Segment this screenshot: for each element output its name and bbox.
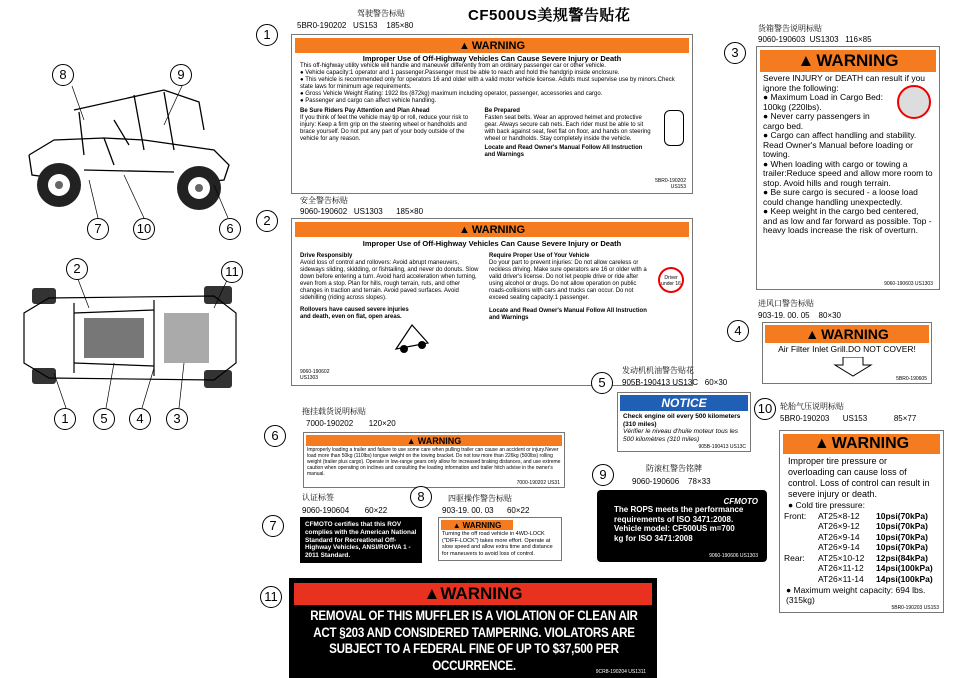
warning-triangle-icon: ▲ — [406, 435, 416, 446]
label-1-right-body: Fasten seat belts. Wear an approved helmet and protective gear. Always secure cab nets. Each rider must be able to sit with back against seat, feet flat on floor, and hands on steering wheel or handholds. Stay completely inside the vehicle. — [484, 115, 651, 142]
label-9-name: 防滚杠警告铭牌 — [646, 464, 702, 473]
label-8-body: Turning the off road vehicle in 4WD-LOCK ("DIFF-LOCK") takes more effort. Operate at slow speed and allow extra time and distance for maneuvers to avoid loss of control. — [442, 531, 553, 557]
list-item: ● Maximum Load in Cargo Bed: 100kg (220lbs). — [763, 92, 883, 112]
label-10-warning-bar: ▲ WARNING — [783, 434, 940, 454]
label-5-engine-oil-notice — [617, 392, 751, 452]
label-10-number: 10 — [754, 398, 776, 420]
label-2-right-body: Do your part to prevent injuries: Do not allow careless or reckless driving. Make sure operators are 16 or older with a valid driver's license. Do not let people drive or ride after using alcohol or drugs. Do not allow operation on public roads-collisions with cars and trucks can occur. Do not exceed seating capacity:1 passenger. — [489, 260, 647, 301]
label-4-name: 进风口警告标贴 — [758, 299, 814, 308]
callout-4: 4 — [129, 408, 151, 430]
label-1-name: 驾驶警告标贴 — [357, 9, 405, 18]
no-passenger-cargo-icon — [897, 85, 931, 119]
label-3-warning-bar: ▲ WARNING — [760, 50, 936, 72]
label-5-number: 5 — [591, 372, 613, 394]
label-5-part: 905B-190413 US13C — [698, 444, 746, 450]
table-row: AT26×9-14 10psi (70kPa) — [818, 542, 928, 553]
warning-triangle-icon: ▲ — [458, 39, 470, 52]
label-6-number: 6 — [264, 425, 286, 447]
label-1-left-body: If you think of feet the vehicle may tip or roll, reduce your risk to injury: Keep a firm grip on the steering wheel or handholds and brace yourself. Do not put any part of your body outside of the vehicle for any reason. — [300, 115, 469, 142]
label-2-left-head: Drive Responsibly — [300, 253, 353, 259]
label-10-code: 5BR0-190203 US153 85×77 — [780, 414, 917, 423]
label-6-trailer-warning — [303, 432, 565, 488]
table-row: Rear: AT25×10-12 12psi (84kPa) — [784, 552, 928, 563]
label-9-number: 9 — [592, 464, 614, 486]
label-6-warning-bar: ▲ WARNING — [306, 435, 562, 446]
table-row: Front: AT25×8-12 10psi (70kPa) — [784, 510, 928, 521]
label-1-left-head: Be Sure Riders Pay Attention and Plan Ahead — [300, 108, 430, 114]
label-1-intro: This off-highway utility vehicle will handle and maneuver differently from an ordinary passenger car or other vehicle. — [300, 63, 606, 69]
label-11-part: 9CR8-190204 US1311 — [595, 669, 646, 675]
list-item: ● Cargo can affect handling and stability. Read Owner's Manual before loading or towing. — [763, 130, 917, 159]
label-10-table — [780, 511, 943, 585]
list-item: ● Gross Vehicle Weight Rating: 1922 lbs (872kg) maximum including operator, passenger, accessories and cargo. — [300, 91, 603, 97]
label-7-name: 认证标签 — [302, 493, 334, 502]
label-2-right-head: Require Proper Use of Your Vehicle — [489, 253, 590, 259]
label-4-air-filter-warning — [762, 322, 932, 384]
label-11-body: REMOVAL OF THIS MUFFLER IS A VIOLATION OF CLEAN AIR ACT §203 AND CONSIDERED TAMPERING. VIOLATORS ARE SUBJECT TO A FEDERAL FINE OF UP TO $37,500 PER OCCURRENCE. — [310, 608, 638, 673]
label-4-part: 5BR0-190605 — [896, 376, 927, 382]
callout-8: 8 — [52, 64, 74, 86]
rollover-icon — [392, 319, 432, 355]
label-6-part: 7000-190202 US31 — [516, 480, 560, 486]
label-8-code: 903-19. 00. 03 60×22 — [442, 506, 530, 515]
label-1-heading: Improper Use of Off-Highway Vehicles Can Cause Severe Injury or Death — [362, 54, 622, 63]
warning-triangle-icon: ▲ — [423, 584, 441, 603]
label-11-muffler-warning — [289, 578, 657, 678]
warning-triangle-icon: ▲ — [805, 326, 820, 342]
list-item: ● Keep weight in the cargo bed centered, and as low and far forward as possible. Top - heavy loads increase the risk of overturn. — [763, 206, 932, 235]
label-6-code: 7000-190202 120×20 — [306, 419, 396, 428]
label-11-number: 11 — [260, 586, 282, 608]
label-8-number: 8 — [410, 486, 432, 508]
table-row: AT26×11-14 14psi (100kPa) — [818, 574, 933, 585]
vehicle-top-diagram — [14, 268, 249, 408]
table-row: AT26×9-14 10psi (70kPa) — [818, 531, 928, 542]
label-10-max: ● Maximum weight capacity: 694 lbs. (315kg) — [786, 584, 926, 605]
vehicle-side-diagram — [14, 70, 244, 220]
label-5-code: 905B-190413 US13C 60×30 — [622, 378, 728, 387]
callout-10: 10 — [133, 218, 155, 240]
no-underage-driver-icon: Driver under 16 — [658, 267, 684, 293]
label-1-number: 1 — [256, 24, 278, 46]
label-1-part: 5BR0-190202 US153 — [655, 178, 686, 190]
warning-triangle-icon: ▲ — [797, 51, 815, 70]
down-arrow-icon — [833, 357, 873, 377]
label-3-part: 9060-190603 US1303 — [884, 281, 933, 287]
label-7-code: 9060-190604 60×22 — [302, 506, 388, 515]
label-9-part: 9060-190606 US1303 — [709, 553, 758, 559]
label-1-footer: Locate and Read Owner's Manual Follow All Instruction and Warnings — [484, 145, 643, 158]
page-title: CF500US美规警告贴花 — [468, 7, 631, 24]
label-2-heading: Improper Use of Off-Highway Vehicles Can Cause Severe Injury or Death — [362, 239, 622, 248]
label-6-body: Improperly loading a trailer and failure to use some care when pulling trailer can cause an accident or injury.Never load more than 50kg (110lbs) tongue weight on the towing bracket. Do not tow more than 226kg (500lbs) rolling weight (trailer plus cargo). Operate in low-range gears only allow for increased braking distances, and use extreme caution when operating on inclines and consulting the loading information and trailer hitch advise in the owner's manual. — [307, 447, 561, 477]
label-2-safety-warning — [291, 218, 693, 386]
label-10-intro: Improper tire pressure or overloading can cause loss of control. Loss of control can result in severe injury or death. — [788, 456, 930, 499]
list-item: ● Be sure cargo is secured - a loose load could change handling unexpectedly. — [763, 187, 918, 207]
label-7-number: 7 — [262, 515, 284, 537]
table-row: AT26×11-12 14psi (100kPa) — [818, 563, 933, 574]
label-2-warning-bar: ▲ WARNING — [295, 222, 689, 237]
label-1-bullets — [292, 70, 692, 105]
label-6-name: 拖挂载货说明标贴 — [302, 407, 366, 416]
label-8-4wd-warning — [438, 517, 562, 561]
label-4-number: 4 — [727, 320, 749, 342]
list-item: ● Passenger and cargo can affect vehicle handling. — [300, 98, 437, 104]
callout-7: 7 — [87, 218, 109, 240]
label-2-part: 9060-190602 US1303 — [300, 369, 330, 381]
label-5-en: Check engine oil every 500 kilometers (310 miles) — [623, 413, 741, 428]
label-4-code: 903-19. 00. 05 80×30 — [758, 311, 841, 320]
list-item: ● This vehicle is recommended only for operators 16 and older with a valid motor vehicle license. Adults must supervise use by minors.Check state laws for minimum age requirements. — [300, 77, 675, 90]
label-8-warning-bar: ▲ WARNING — [441, 520, 513, 530]
list-item: ● Vehicle capacity:1 operator and 1 passenger.Passenger must be able to reach and hold the handgrip inside enclosure. — [300, 70, 620, 76]
label-2-number: 2 — [256, 210, 278, 232]
label-3-code: 9060-190603 US1303 116×85 — [758, 35, 872, 44]
warning-triangle-icon: ▲ — [452, 520, 461, 530]
label-9-code: 9060-190606 78×33 — [632, 477, 711, 486]
label-2-rollover: Rollovers have caused severe injuries and death, even on flat, open areas. — [300, 307, 409, 320]
seatbelt-helmet-icon — [664, 110, 684, 146]
label-1-code: 5BR0-190202 US153 185×80 — [297, 21, 414, 30]
label-7-certification — [300, 517, 422, 563]
label-5-notice-bar: NOTICE — [620, 395, 748, 411]
callout-11: 11 — [221, 261, 243, 283]
callout-9: 9 — [170, 64, 192, 86]
label-2-left-body: Avoid loss of control and rollovers: Avoid abrupt maneuvers, sideways sliding, skidding, or fishtailing, and never do donuts. Slow down before entering a turn. Avoid hard acceleration when turning, even from a stop. Plan for hills, rough terrain, ruts, and other changes in traction and terrain. Avoid paved surfaces. Avoid sidehilling (riding across slopes). — [300, 260, 479, 301]
callout-5: 5 — [93, 408, 115, 430]
callout-2: 2 — [66, 258, 88, 280]
label-10-part: 5BR0-190203 US153 — [891, 605, 939, 611]
label-2-footer: Locate and Read Owner's Manual Follow All Instruction and Warnings — [489, 308, 647, 321]
label-3-name: 货箱警告说明标贴 — [758, 24, 822, 33]
callout-1: 1 — [54, 408, 76, 430]
label-4-warning-bar: ▲ WARNING — [765, 325, 929, 343]
label-3-number: 3 — [724, 42, 746, 64]
label-11-warning-bar: ▲WARNING — [294, 583, 652, 605]
label-1-right-head: Be Prepared — [484, 108, 520, 114]
label-3-intro: Severe INJURY or DEATH can result if you ignore the following: — [763, 73, 926, 93]
label-2-code: 9060-190602 US1303 185×80 — [300, 207, 424, 216]
label-4-body: Air Filter Inlet Grill.DO NOT COVER! — [778, 344, 916, 354]
label-2-name: 安全警告标贴 — [300, 196, 348, 205]
callout-3: 3 — [166, 408, 188, 430]
warning-triangle-icon: ▲ — [458, 223, 470, 236]
warning-triangle-icon: ▲ — [813, 435, 830, 452]
cfmoto-logo: CFMOTO — [723, 497, 758, 506]
callout-6: 6 — [219, 218, 241, 240]
label-3-cargo-warning — [756, 46, 940, 290]
label-10-tire-pressure-warning — [779, 430, 944, 613]
label-10-cold: ● Cold tire pressure: — [788, 500, 865, 510]
label-5-fr: Vérifier le niveau d'huile moteur tous les 500 kilomètres (310 miles) — [623, 428, 739, 443]
label-9-body: The ROPS meets the performance requirements of ISO 3471:2008. Vehicle model: CF500US m=700 kg for ISO 3471:2008 — [614, 505, 744, 543]
table-row: AT26×9-12 10psi (70kPa) — [818, 521, 928, 532]
label-1-warning-bar: ▲ WARNING — [295, 38, 689, 53]
label-5-name: 发动机机油警告贴花 — [622, 366, 694, 375]
label-8-name: 四驱操作警告标贴 — [448, 494, 512, 503]
label-9-rops-plate — [597, 490, 767, 562]
label-7-body: CFMOTO certifies that this ROV complies with the American National Standard for Recreational Off-Highway Vehicles, ANSI/ROHVA 1 - 2011 Standard. — [305, 521, 417, 560]
list-item: ● When loading with cargo or towing a trailer:Reduce speed and allow more room to stop. Avoid hills and rough terrain. — [763, 158, 933, 188]
label-10-name: 轮胎气压说明标贴 — [780, 402, 844, 411]
list-item: ● Never carry passengers in cargo bed. — [763, 111, 870, 131]
label-1-driving-warning — [291, 34, 693, 194]
